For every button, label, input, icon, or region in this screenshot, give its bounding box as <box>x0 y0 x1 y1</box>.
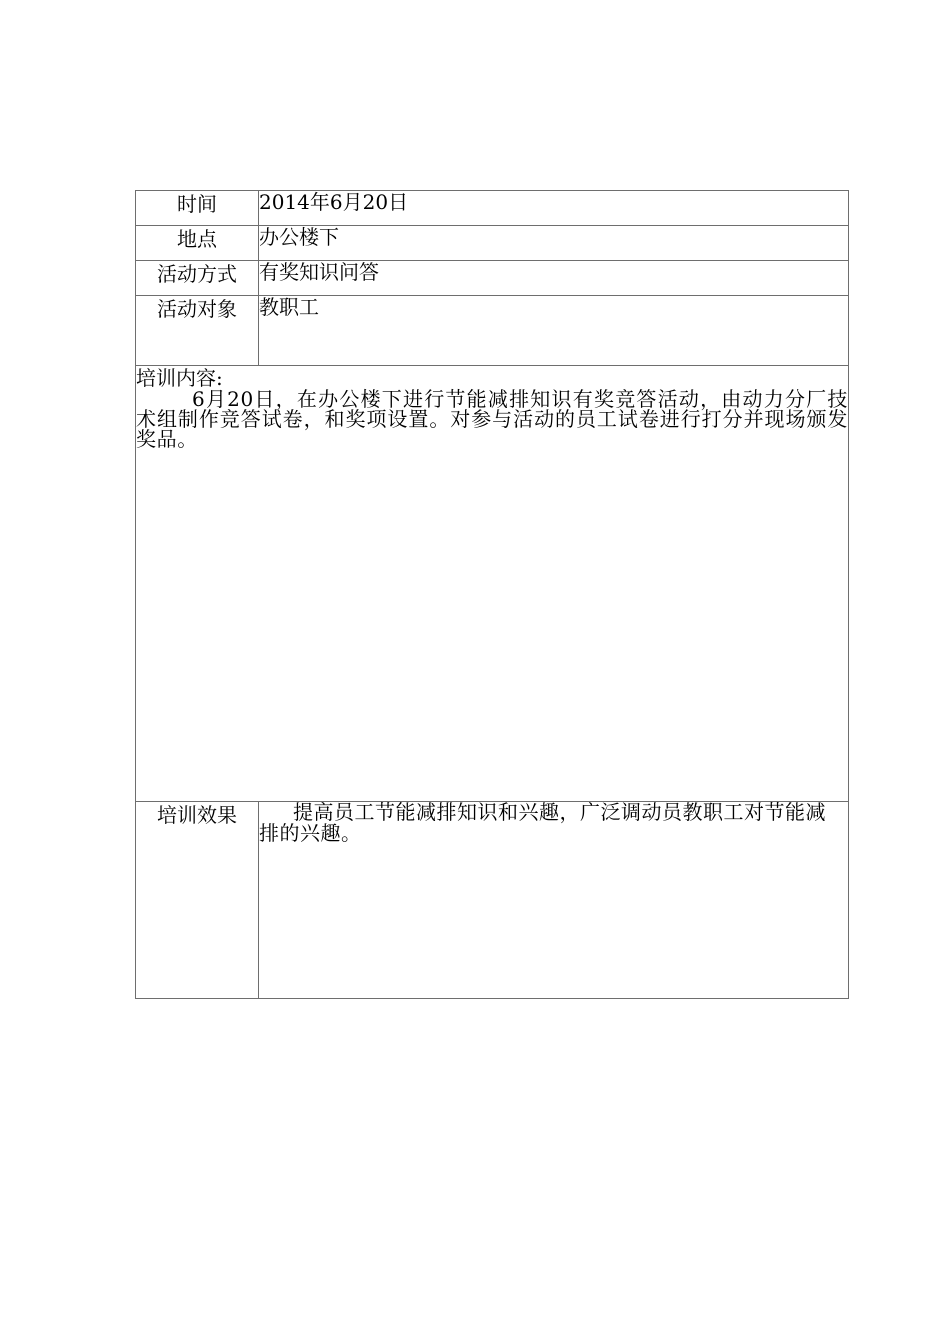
place-value-cell <box>259 226 849 261</box>
method-label-cell <box>136 261 259 296</box>
content-body: 6月20日，在办公楼下进行节能减排知识有奖竞答活动，由动力分厂技术组制作竞答试卷，和奖项设置。对参与活动的员工试卷进行打分并现场颁发奖品。 <box>136 387 848 451</box>
target-label: 活动对象 <box>157 297 237 321</box>
time-label: 时间 <box>177 192 217 216</box>
target-value-cell <box>259 296 849 366</box>
time-label-cell <box>136 191 259 226</box>
content-cell <box>136 366 849 802</box>
time-value: 2014年6月20日 <box>259 190 409 214</box>
place-value: 办公楼下 <box>259 225 339 249</box>
time-value-cell <box>259 191 849 226</box>
place-label-cell <box>136 226 259 261</box>
method-value-cell <box>259 261 849 296</box>
row-effect <box>136 802 849 999</box>
effect-value-cell <box>259 802 849 999</box>
place-label: 地点 <box>177 227 217 251</box>
effect-label-cell <box>136 802 259 999</box>
row-method <box>136 261 849 296</box>
effect-label: 培训效果 <box>157 803 237 827</box>
content-heading: 培训内容: <box>136 366 223 390</box>
method-value: 有奖知识问答 <box>259 260 379 284</box>
activity-record-table <box>135 190 849 999</box>
row-time <box>136 191 849 226</box>
row-place <box>136 226 849 261</box>
row-content <box>136 366 849 802</box>
target-value: 教职工 <box>259 295 319 319</box>
method-label: 活动方式 <box>157 262 237 286</box>
effect-body: 提高员工节能减排知识和兴趣，广泛调动员教职工对节能减排的兴趣。 <box>259 800 826 845</box>
target-label-cell <box>136 296 259 366</box>
row-target <box>136 296 849 366</box>
